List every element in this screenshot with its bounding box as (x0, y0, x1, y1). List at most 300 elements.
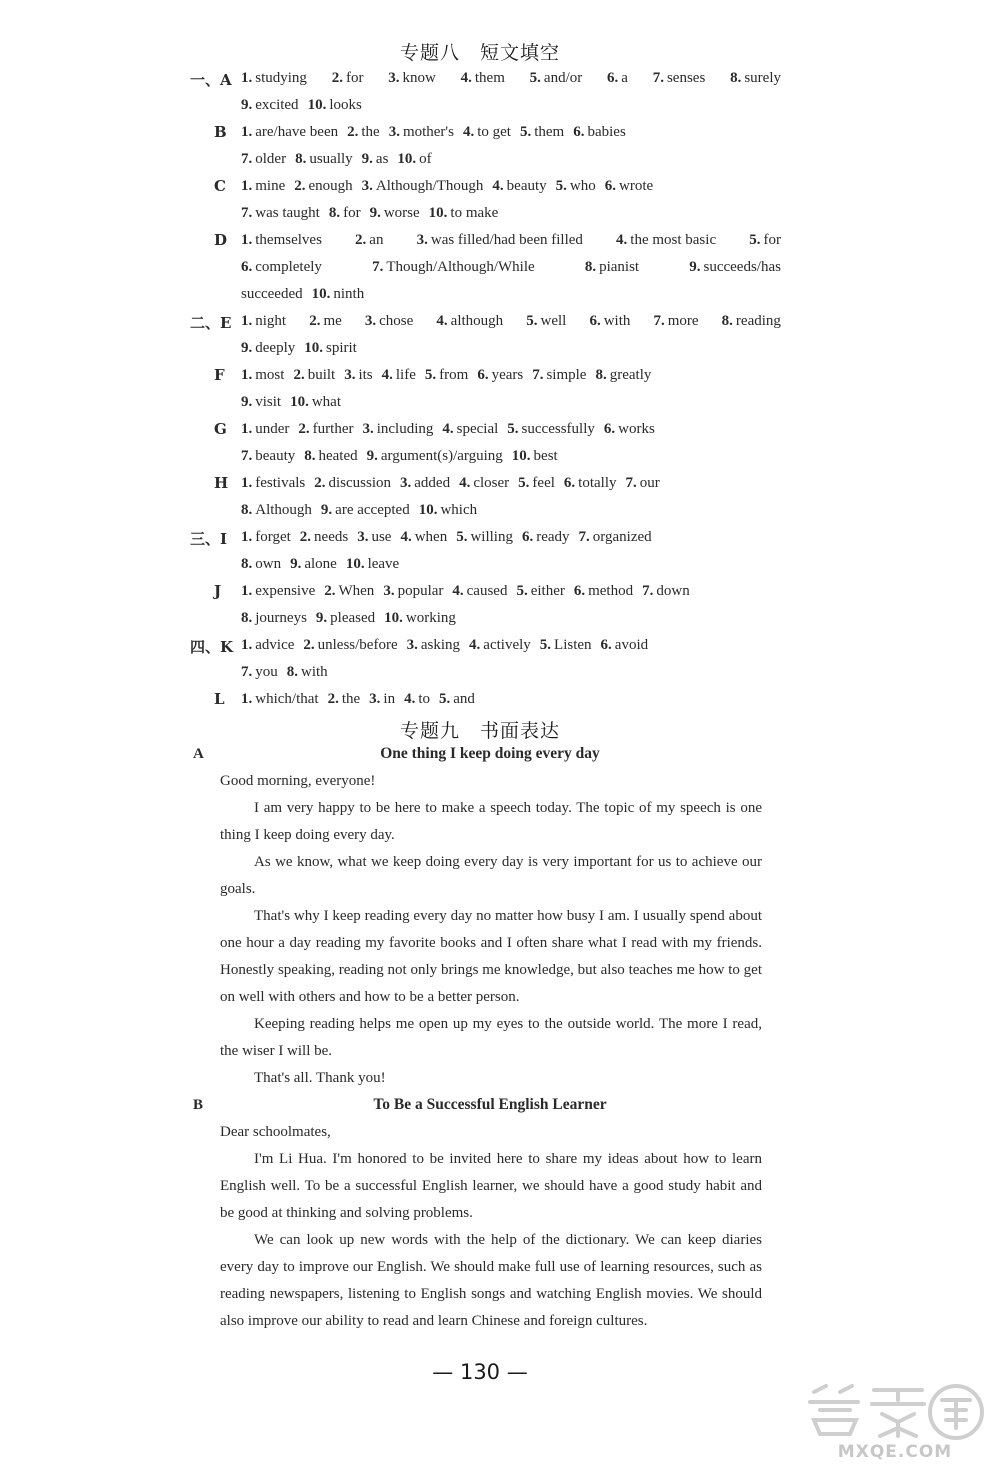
group-label-f: F (214, 366, 225, 384)
answer-item (241, 421, 289, 437)
answer-text: which/that (255, 691, 319, 707)
answer-item (293, 367, 335, 383)
group-label-g: G (214, 420, 227, 438)
answer-number: 8. (241, 556, 253, 572)
answer-item (477, 367, 523, 383)
answer-text: festivals (255, 475, 306, 491)
answer-item (382, 367, 416, 383)
answer-text: as (375, 151, 389, 167)
answer-number: 3. (357, 529, 369, 545)
group-e-line-2 (241, 335, 366, 362)
answer-text: life (395, 367, 416, 383)
answer-number: 6. (607, 70, 619, 86)
answer-item (439, 691, 475, 707)
answer-text: of (419, 151, 432, 167)
answer-text: feel (532, 475, 555, 491)
answer-text: needs (314, 529, 349, 545)
answer-item (605, 178, 653, 194)
answer-text: leave (367, 556, 400, 572)
answer-number: 2. (299, 529, 312, 545)
answer-item (241, 691, 319, 707)
answer-number: 3. (388, 124, 400, 140)
answer-number: 10. (511, 448, 531, 464)
answer-item (332, 65, 364, 92)
answer-number: 3. (388, 70, 400, 86)
watermark-logo-icon (800, 1380, 990, 1442)
answer-number: 4. (452, 583, 464, 599)
answer-text: advice (255, 637, 295, 653)
answer-item (625, 475, 659, 491)
answer-item (573, 124, 626, 140)
answer-number: 3. (361, 178, 373, 194)
article-b-letter: B (193, 1097, 204, 1113)
answer-number: 5. (456, 529, 468, 545)
answer-number: 9. (689, 259, 701, 275)
watermark-site-text: MXQE.COM (837, 1442, 953, 1462)
group-label-j: J (214, 582, 222, 600)
answer-number: 3. (400, 475, 412, 491)
answer-number: 4. (404, 691, 416, 707)
answer-item (532, 367, 586, 383)
group-g-line-2 (241, 443, 567, 470)
answer-item (400, 529, 447, 545)
group-label-i: 三、I (190, 530, 228, 548)
answer-text: well (540, 313, 567, 329)
answer-number: 1. (241, 367, 253, 383)
answer-number: 5. (518, 475, 530, 491)
answer-text: know (402, 70, 436, 86)
answer-text: avoid (614, 637, 649, 653)
answer-text: from (439, 367, 469, 383)
answer-item (463, 124, 511, 140)
answer-number: 3. (416, 232, 428, 248)
answer-item (522, 529, 570, 545)
answer-number: 9. (241, 340, 253, 356)
group-d-line-2 (241, 254, 781, 281)
group-a-line-2 (241, 92, 371, 119)
article-a-paragraph-4: Keeping reading helps me open up my eyes to the outside world. The more I read, the wiser I will be. (220, 1016, 762, 1059)
answer-text: method (588, 583, 634, 599)
answer-item (309, 308, 342, 335)
answer-text: wrote (619, 178, 654, 194)
answer-text: when (414, 529, 448, 545)
answer-number: 7. (642, 583, 654, 599)
answer-item (304, 448, 357, 464)
answer-number: 8. (241, 610, 253, 626)
answer-number: 9. (241, 97, 253, 113)
answer-number: 7. (241, 664, 253, 680)
answer-number: 2. (324, 583, 336, 599)
answer-text: journeys (255, 610, 307, 626)
answer-number: 2. (327, 691, 339, 707)
answer-number: 5. (424, 367, 437, 383)
group-k-line-1 (241, 632, 657, 659)
answer-text: organized (592, 529, 652, 545)
answer-number: 4. (442, 421, 454, 437)
answer-item (574, 583, 633, 599)
answer-text: use (371, 529, 392, 545)
answer-item (241, 475, 305, 491)
answer-text: to (418, 691, 430, 707)
answer-text: successfully (521, 421, 595, 437)
answer-number: 6. (563, 475, 576, 491)
answer-number: 10. (345, 556, 365, 572)
answer-item (294, 178, 352, 194)
group-b-line-2 (241, 146, 441, 173)
answer-number: 1. (241, 70, 253, 86)
answer-text: ninth (333, 286, 365, 302)
group-c-line-1 (241, 173, 662, 200)
answer-item (579, 529, 652, 545)
group-j-line-1 (241, 578, 699, 605)
answer-item (384, 610, 456, 626)
answer-item (417, 227, 583, 254)
answer-text: Although/Though (375, 178, 484, 194)
answer-number: 10. (307, 97, 327, 113)
answer-item (298, 421, 353, 437)
answer-item (459, 475, 509, 491)
group-k-line-2 (241, 659, 337, 686)
article-a-title: One thing I keep doing every day (380, 745, 600, 762)
answer-item (404, 691, 430, 707)
answer-item (300, 529, 348, 545)
answer-text: best (533, 448, 558, 464)
answer-text: further (312, 421, 354, 437)
answer-number: 2. (309, 313, 321, 329)
answer-text: chose (379, 313, 414, 329)
answer-text: closer (473, 475, 510, 491)
answer-text: forget (255, 529, 291, 545)
answer-number: 5. (749, 232, 761, 248)
article-b-paragraph-2: We can look up new words with the help of the dictionary. We can keep diaries every day to improve our English. We should make full use of learning resources, such as reading newspapers, listening to English songs and watching English movies. We should also improve our ability to read and learn Chinese and foreign cultures. (220, 1232, 762, 1329)
answer-number: 5. (529, 70, 541, 86)
answer-item (290, 556, 337, 572)
answer-number: 8. (328, 205, 341, 221)
answer-text: with (301, 664, 328, 680)
answer-number: 5. (516, 583, 528, 599)
answer-number: 8. (721, 313, 733, 329)
group-g-line-1 (241, 416, 664, 443)
answer-item (324, 583, 374, 599)
answer-number: 7. (241, 448, 253, 464)
answer-item (518, 475, 555, 491)
answer-number: 10. (397, 151, 417, 167)
answer-number: 7. (372, 259, 384, 275)
answer-number: 5. (439, 691, 451, 707)
answer-number: 2. (355, 232, 367, 248)
answer-item (530, 65, 583, 92)
answer-text: deeply (255, 340, 296, 356)
answer-number: 6. (477, 367, 489, 383)
answer-text: simple (546, 367, 587, 383)
answer-item (388, 65, 436, 92)
answer-number: 5. (539, 637, 552, 653)
answer-item (241, 556, 281, 572)
answer-item (241, 227, 322, 254)
answer-number: 3. (369, 691, 381, 707)
answer-item (407, 637, 460, 653)
answer-text: Listen (554, 637, 592, 653)
answer-number: 4. (400, 529, 412, 545)
group-c-line-2 (241, 200, 507, 227)
answer-number: 9. (241, 394, 253, 410)
answer-text: beauty (255, 448, 296, 464)
answer-text: either (530, 583, 565, 599)
answer-item (357, 529, 391, 545)
answer-number: 6. (521, 529, 534, 545)
answer-text: completely (255, 259, 322, 275)
answer-item (722, 308, 781, 335)
answer-text: succeeded (241, 286, 303, 302)
answer-item (241, 308, 286, 335)
answer-item (329, 205, 361, 221)
answer-text: me (323, 313, 342, 329)
answer-item (540, 637, 592, 653)
article-a-paragraph-2: As we know, what we keep doing every day is very important for us to achieve our goals. (220, 854, 762, 897)
watermark-logo (800, 1380, 990, 1468)
answer-text: them (534, 124, 565, 140)
answer-number: 5. (519, 124, 532, 140)
answer-text: mother's (402, 124, 454, 140)
answer-text: babies (587, 124, 626, 140)
answer-text: to get (477, 124, 511, 140)
answer-item (595, 367, 651, 383)
answer-number: 4. (436, 313, 448, 329)
answer-item (419, 502, 477, 518)
answer-item (452, 583, 507, 599)
group-l-line-1 (241, 686, 484, 713)
answer-number: 2. (293, 367, 305, 383)
answer-number: 6. (604, 178, 616, 194)
answer-item (287, 664, 328, 680)
answer-text: and (453, 691, 475, 707)
answer-number: 2. (303, 637, 315, 653)
answer-item (653, 308, 698, 335)
answer-text: pianist (599, 259, 640, 275)
answer-number: 10. (428, 205, 448, 221)
answer-item (556, 178, 596, 194)
answer-item (389, 124, 454, 140)
answer-item (241, 367, 284, 383)
answer-text: was taught (255, 205, 320, 221)
answer-number: 5. (507, 421, 519, 437)
group-j-line-2 (241, 605, 465, 632)
answer-number: 7. (653, 313, 665, 329)
answer-text: Though/Although/While (386, 259, 535, 275)
answer-item (241, 205, 320, 221)
answer-number: 9. (366, 448, 378, 464)
answer-text: special (456, 421, 499, 437)
answer-text: unless/before (317, 637, 398, 653)
answer-item (362, 178, 484, 194)
group-i-line-2 (241, 551, 408, 578)
group-label-h: H (214, 474, 229, 492)
answer-number: 10. (304, 340, 323, 356)
answer-number: 9. (369, 205, 381, 221)
answer-item (290, 394, 341, 410)
answer-number: 7. (241, 205, 253, 221)
answer-text: years (491, 367, 524, 383)
answer-item (370, 205, 420, 221)
answer-text: added (414, 475, 451, 491)
answer-number: 1. (241, 475, 253, 491)
answer-text: a (621, 70, 628, 86)
section-8-title: 专题八 短文填空 (399, 42, 560, 64)
answer-text: with (603, 313, 631, 329)
answer-number: 1. (241, 313, 253, 329)
answer-number: 8. (730, 70, 742, 86)
answer-number: 3. (362, 421, 374, 437)
answer-text: what (311, 394, 342, 410)
section-9-title: 专题九 书面表达 (399, 720, 560, 742)
answer-text: in (383, 691, 396, 707)
answer-text: reading (735, 313, 781, 329)
answer-item (469, 637, 531, 653)
answer-item (241, 254, 322, 281)
group-label-k: 四、K (190, 638, 234, 656)
answer-item (312, 286, 365, 302)
answer-item (653, 65, 706, 92)
answer-number: 1. (241, 178, 253, 194)
answer-text: spirit (325, 340, 357, 356)
answer-text: built (307, 367, 336, 383)
answer-item (241, 664, 278, 680)
answer-item (585, 254, 639, 281)
answer-number: 1. (241, 637, 253, 653)
answer-number: 10. (384, 610, 403, 626)
answer-number: 1. (241, 529, 253, 545)
answer-item (314, 475, 391, 491)
answer-item (512, 448, 558, 464)
answer-text: working (405, 610, 456, 626)
group-h-line-2 (241, 497, 486, 524)
answer-number: 3. (383, 583, 395, 599)
group-label-c: C (214, 177, 226, 195)
answer-text: works (618, 421, 655, 437)
answer-number: 7. (625, 475, 637, 491)
answer-item (241, 448, 295, 464)
answer-text: our (639, 475, 660, 491)
answer-text: own (255, 556, 282, 572)
answer-number: 6. (600, 637, 612, 653)
answer-text: discussion (328, 475, 392, 491)
page-number: — 130 — (432, 1360, 528, 1384)
answer-item (520, 124, 564, 140)
answer-text: alone (304, 556, 337, 572)
answer-text: for (763, 232, 781, 248)
answer-number: 4. (459, 475, 471, 491)
answer-number: 3. (364, 313, 377, 329)
answer-item (241, 583, 315, 599)
answer-item (241, 286, 303, 302)
answer-text: them (474, 70, 505, 86)
group-e-line-1 (241, 308, 781, 335)
answer-item (316, 610, 375, 626)
answer-item (241, 340, 295, 356)
answer-item (516, 583, 564, 599)
answer-number: 7. (241, 151, 253, 167)
answer-item (429, 205, 499, 221)
answer-item (383, 583, 443, 599)
answer-item (436, 308, 503, 335)
answer-item (749, 227, 781, 254)
answer-text: argument(s)/arguing (380, 448, 503, 464)
answer-item (346, 556, 399, 572)
answer-item (241, 637, 294, 653)
answer-number: 2. (331, 70, 343, 86)
answer-item (456, 529, 513, 545)
answer-number: 9. (315, 610, 328, 626)
answer-number: 4. (469, 637, 481, 653)
answer-text: enough (308, 178, 353, 194)
answer-number: 5. (555, 178, 567, 194)
answer-item (604, 421, 655, 437)
answer-number: 7. (652, 70, 664, 86)
answer-number: 9. (361, 151, 373, 167)
answer-number: 6. (589, 313, 601, 329)
answer-text: usually (309, 151, 353, 167)
answer-number: 6. (241, 259, 253, 275)
article-b-paragraph-1: I'm Li Hua. I'm honored to be invited here to share my ideas about how to learn English well. To be a successful English learner, we should have a good study habit and be good at thinking and solving problems. (220, 1151, 762, 1221)
answer-item (730, 65, 781, 92)
answer-number: 9. (320, 502, 333, 518)
answer-item (241, 610, 307, 626)
answer-text: under (255, 421, 290, 437)
answer-text: beauty (506, 178, 547, 194)
answer-text: its (358, 367, 373, 383)
answer-item (241, 97, 299, 113)
answer-item (507, 421, 595, 437)
answer-item (461, 65, 505, 92)
answer-text: pleased (330, 610, 376, 626)
answer-number: 4. (616, 232, 628, 248)
group-label-a: 一、A (190, 71, 232, 89)
article-b-title: To Be a Successful English Learner (373, 1096, 607, 1113)
answer-item (241, 394, 281, 410)
answer-number: 8. (304, 448, 316, 464)
group-label-d: D (214, 231, 228, 249)
answer-number: 6. (573, 124, 585, 140)
answer-text: although (450, 313, 504, 329)
answer-text: expensive (255, 583, 316, 599)
answer-text: for (345, 70, 364, 86)
answer-item (303, 637, 397, 653)
answer-text: night (255, 313, 287, 329)
answer-text: down (656, 583, 690, 599)
answer-text: an (369, 232, 384, 248)
answer-text: themselves (255, 232, 322, 248)
group-label-e: 二、E (190, 314, 232, 332)
answer-text: the (341, 691, 361, 707)
answer-text: more (667, 313, 699, 329)
answer-number: 8. (295, 151, 307, 167)
answer-item (304, 340, 357, 356)
answer-text: studying (255, 70, 307, 86)
article-a-paragraph-5: That's all. Thank you! (254, 1070, 386, 1086)
answer-text: greatly (609, 367, 652, 383)
answer-number: 2. (314, 475, 326, 491)
answer-item (607, 65, 628, 92)
answer-number: 3. (406, 637, 418, 653)
answer-number: 10. (418, 502, 438, 518)
answer-number: 1. (241, 421, 253, 437)
answer-text: older (255, 151, 287, 167)
answer-text: When (338, 583, 375, 599)
answer-item (425, 367, 468, 383)
group-b-line-1 (241, 119, 635, 146)
answer-text: the (361, 124, 380, 140)
answer-number: 10. (311, 286, 331, 302)
